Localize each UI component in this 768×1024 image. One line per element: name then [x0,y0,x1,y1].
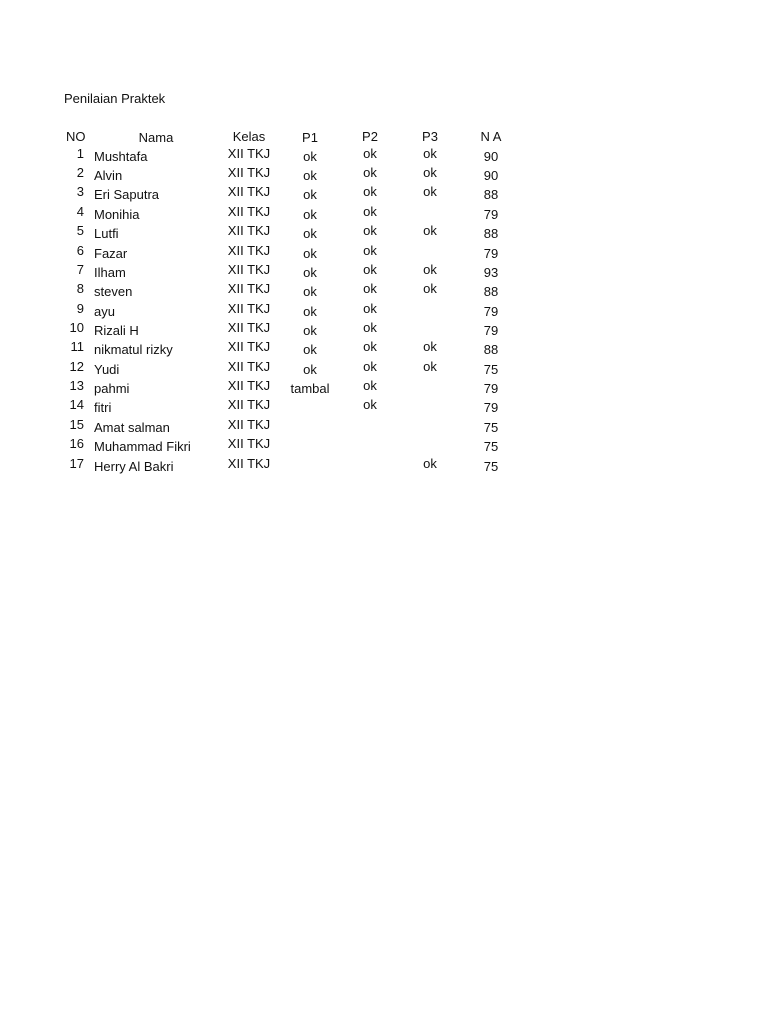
cell-no: 5 [76,223,84,238]
cell-no: 6 [76,243,84,258]
cell-p2: ok [363,359,377,374]
cell-p2: ok [363,397,377,412]
header-p2: P2 [362,129,378,144]
cell-no: 8 [76,281,84,296]
cell-na: 79 [483,246,499,261]
cell-nama: Amat salman [94,420,170,435]
cell-nama: Herry Al Bakri [94,459,174,474]
cell-kelas: XII TKJ [227,436,271,451]
cell-na: 75 [483,362,499,377]
cell-nama: nikmatul rizky [94,342,173,357]
cell-nama: steven [94,284,133,299]
cell-p1: ok [303,265,317,280]
cell-kelas: XII TKJ [227,281,271,296]
cell-p1: ok [303,207,317,222]
cell-no: 9 [76,301,84,316]
cell-p1: ok [303,362,317,377]
cell-kelas: XII TKJ [227,146,271,161]
cell-kelas: XII TKJ [227,301,271,316]
cell-kelas: XII TKJ [227,243,271,258]
cell-na: 75 [483,420,499,435]
cell-kelas: XII TKJ [227,184,271,199]
cell-nama: Lutfi [94,226,119,241]
cell-p2: ok [363,146,377,161]
cell-no: 12 [69,359,84,374]
cell-na: 79 [483,323,499,338]
cell-p1: ok [303,226,317,241]
cell-na: 88 [483,187,499,202]
cell-kelas: XII TKJ [227,359,271,374]
cell-na: 75 [483,439,499,454]
cell-no: 3 [76,184,84,199]
header-kelas: Kelas [232,129,266,144]
table-row [0,437,768,456]
cell-nama: Monihia [94,207,140,222]
cell-nama: Ilham [94,265,126,280]
cell-no: 2 [76,165,84,180]
cell-p1: ok [303,342,317,357]
cell-p1: ok [303,149,317,164]
cell-p3: ok [423,262,437,277]
cell-no: 16 [69,436,84,451]
cell-kelas: XII TKJ [227,320,271,335]
cell-no: 13 [69,378,84,393]
cell-nama: pahmi [94,381,130,396]
cell-kelas: XII TKJ [227,223,271,238]
cell-kelas: XII TKJ [227,397,271,412]
table-row [0,418,768,437]
cell-no: 10 [69,320,84,335]
cell-nama: Eri Saputra [94,187,160,202]
cell-nama: Rizali H [94,323,139,338]
cell-na: 88 [483,226,499,241]
cell-p2: ok [363,184,377,199]
cell-nama: ayu [94,304,115,319]
cell-p2: ok [363,339,377,354]
cell-p3: ok [423,165,437,180]
cell-na: 79 [483,304,499,319]
cell-p3: ok [423,184,437,199]
cell-no: 7 [76,262,84,277]
header-nama: Nama [138,130,174,145]
header-p3: P3 [422,129,438,144]
cell-na: 79 [483,381,499,396]
cell-kelas: XII TKJ [227,165,271,180]
cell-na: 93 [483,265,499,280]
cell-p3: ok [423,339,437,354]
cell-nama: Mushtafa [94,149,148,164]
cell-no: 17 [69,456,84,471]
cell-p3: ok [423,281,437,296]
cell-nama: Yudi [94,362,120,377]
cell-p3: ok [423,146,437,161]
cell-no: 1 [76,146,84,161]
cell-p1: ok [303,304,317,319]
header-no: NO [66,129,86,144]
cell-no: 15 [69,417,84,432]
cell-kelas: XII TKJ [227,417,271,432]
cell-p2: ok [363,223,377,238]
cell-p1: ok [303,246,317,261]
cell-na: 79 [483,207,499,222]
cell-p1: ok [303,323,317,338]
cell-na: 79 [483,400,499,415]
cell-kelas: XII TKJ [227,262,271,277]
page-title: Penilaian Praktek [64,91,166,106]
cell-na: 88 [483,342,499,357]
table-row [0,457,768,476]
cell-kelas: XII TKJ [227,339,271,354]
cell-no: 4 [76,204,84,219]
cell-p2: ok [363,262,377,277]
cell-kelas: XII TKJ [227,204,271,219]
cell-na: 75 [483,459,499,474]
cell-p2: ok [363,320,377,335]
cell-p1: ok [303,168,317,183]
cell-na: 88 [483,284,499,299]
cell-p2: ok [363,204,377,219]
cell-kelas: XII TKJ [227,456,271,471]
cell-p1: ok [303,187,317,202]
cell-no: 11 [70,339,84,354]
cell-p3: ok [423,456,437,471]
cell-nama: Alvin [94,168,123,183]
cell-p3: ok [423,223,437,238]
cell-p2: ok [363,243,377,258]
cell-nama: Fazar [94,246,128,261]
header-na: N A [480,129,502,144]
cell-na: 90 [483,149,499,164]
cell-p3: ok [423,359,437,374]
cell-no: 14 [69,397,84,412]
cell-p1: ok [303,284,317,299]
cell-p2: ok [363,378,377,393]
cell-p2: ok [363,281,377,296]
table-row [0,398,768,417]
cell-p1: tambal [290,381,330,396]
cell-nama: Muhammad Fikri [94,439,191,454]
cell-p2: ok [363,165,377,180]
cell-nama: fitri [94,400,112,415]
cell-kelas: XII TKJ [227,378,271,393]
header-p1: P1 [302,130,318,145]
cell-p2: ok [363,301,377,316]
cell-na: 90 [483,168,499,183]
